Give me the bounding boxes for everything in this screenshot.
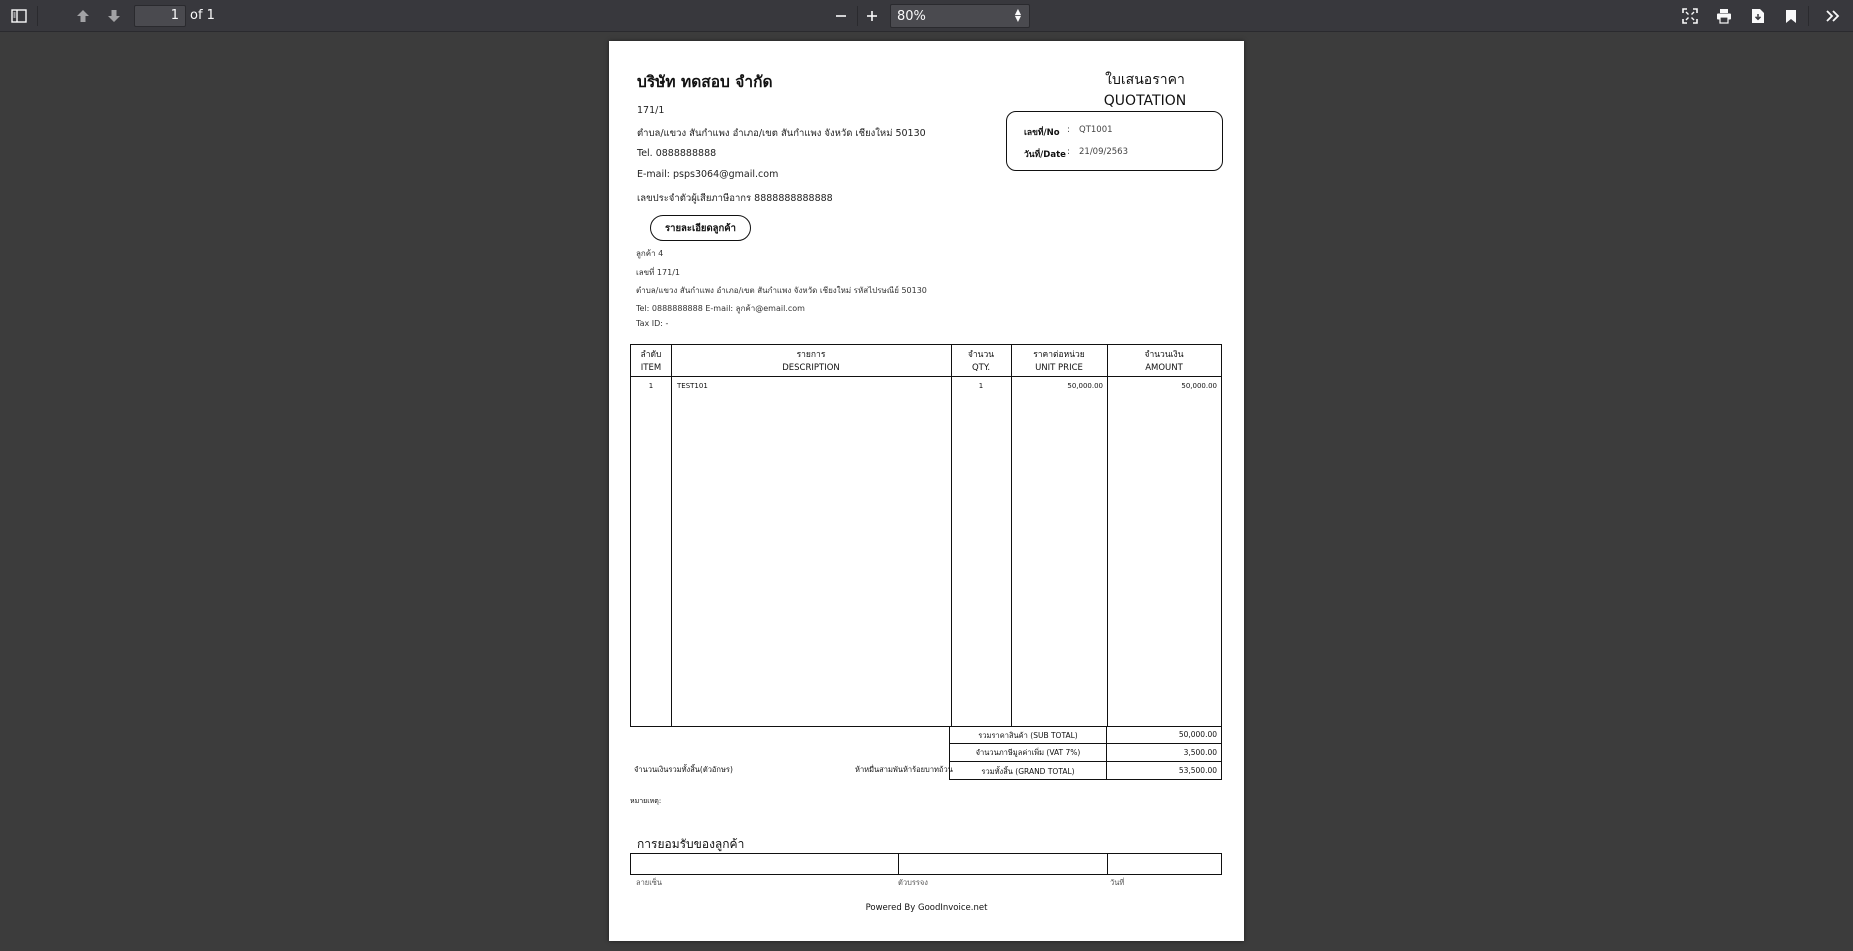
customer-contact: Tel: 0888888888 E-mail: ลูกค้า@email.com	[636, 304, 805, 313]
print-icon[interactable]	[1712, 4, 1736, 28]
document-title-en: QUOTATION	[1103, 93, 1187, 109]
grand-total-label: รวมทั้งสิ้น (GRAND TOTAL)	[981, 767, 1075, 776]
row-description: TEST101	[677, 382, 708, 390]
page-count-label: of 1	[190, 8, 215, 23]
acceptance-divider	[1107, 854, 1108, 874]
doc-date-label: วันที่/Date	[1024, 150, 1066, 160]
company-name: บริษัท ทดสอบ จำกัด	[637, 73, 773, 91]
customer-name: ลูกค้า 4	[636, 249, 664, 258]
company-tax-id: เลขประจำตัวผู้เสียภาษีอากร 8888888888888	[637, 193, 833, 204]
column-divider	[951, 345, 952, 726]
subtotal-label: รวมราคาสินค้า (SUB TOTAL)	[978, 731, 1078, 740]
totals-box	[949, 726, 1222, 780]
header-unit-price-th: ราคาต่อหน่วย	[1033, 350, 1085, 360]
customer-details-badge: รายละเอียดลูกค้า	[650, 215, 751, 241]
header-description-th: รายการ	[796, 350, 826, 360]
zoom-out-icon[interactable]	[829, 4, 853, 28]
doc-no-label: เลขที่/No	[1024, 128, 1060, 138]
remark-label: หมายเหตุ:	[630, 797, 662, 805]
sidebar-toggle-icon[interactable]	[7, 4, 31, 28]
company-address-2: ตำบล/แขวง สันกำแพง อำเภอ/เขต สันกำแพง จังหวัด เชียงใหม่ 50130	[637, 128, 926, 139]
acceptance-divider	[898, 854, 899, 874]
customer-address-1: เลขที่ 171/1	[636, 268, 680, 277]
download-icon[interactable]	[1746, 4, 1770, 28]
row-qty: 1	[978, 382, 984, 390]
toolbar-separator	[1808, 6, 1809, 26]
previous-page-icon[interactable]	[71, 4, 95, 28]
toolbar-separator	[37, 6, 38, 26]
doc-no-colon: :	[1067, 125, 1070, 135]
header-unit-price-en: UNIT PRICE	[1035, 363, 1083, 373]
column-divider	[671, 345, 672, 726]
tools-icon[interactable]	[1821, 4, 1845, 28]
zoom-value: 80%	[897, 9, 926, 24]
header-amount-th: จำนวนเงิน	[1144, 350, 1184, 360]
customer-tax-id: Tax ID: -	[636, 319, 669, 328]
grand-total-value: 53,500.00	[1178, 766, 1217, 775]
doc-date-value: 21/09/2563	[1079, 147, 1128, 157]
company-email: E-mail: psps3064@gmail.com	[637, 169, 779, 180]
doc-date-colon: :	[1067, 147, 1070, 157]
totals-row-divider	[950, 761, 1221, 762]
date-label: วันที่	[1110, 878, 1125, 887]
presentation-mode-icon[interactable]	[1678, 4, 1702, 28]
header-divider	[631, 376, 1221, 377]
amount-in-words-value: ห้าหมื่นสามพันห้าร้อยบาทถ้วน	[855, 765, 953, 774]
select-arrows-icon: ▲ ▼	[1014, 7, 1021, 23]
document-title-th: ใบเสนอราคา	[1105, 72, 1185, 88]
customer-address-2: ตำบล/แขวง สันกำแพง อำเภอ/เขต สันกำแพง จังหวัด เชียงใหม่ รหัสไปรษณีย์ 50130	[636, 286, 927, 295]
header-description-en: DESCRIPTION	[782, 363, 840, 373]
next-page-icon[interactable]	[102, 4, 126, 28]
signature-label: ลายเซ็น	[636, 878, 662, 887]
doc-no-value: QT1001	[1079, 125, 1113, 135]
vat-value: 3,500.00	[1183, 748, 1217, 757]
pdf-toolbar	[0, 0, 1853, 32]
company-tel: Tel. 0888888888	[637, 148, 717, 159]
vat-label: จำนวนภาษีมูลค่าเพิ่ม (VAT 7%)	[975, 748, 1081, 757]
row-item: 1	[648, 382, 654, 390]
zoom-in-icon[interactable]	[860, 4, 884, 28]
items-table	[630, 344, 1222, 727]
toolbar-separator	[857, 6, 858, 26]
amount-in-words-label: จำนวนเงินรวมทั้งสิ้น(ตัวอักษร)	[634, 765, 733, 774]
bookmark-icon[interactable]	[1779, 4, 1803, 28]
acceptance-title: การยอมรับของลูกค้า	[637, 837, 745, 851]
document-info-box	[1006, 111, 1223, 171]
footer-powered-by: Powered By GoodInvoice.net	[865, 903, 988, 913]
page-number-input[interactable]: 1	[134, 5, 186, 27]
printed-name-label: ตัวบรรจง	[898, 878, 928, 887]
column-divider	[1107, 345, 1108, 726]
header-qty-en: QTY.	[971, 363, 991, 373]
header-qty-th: จำนวน	[967, 350, 995, 360]
subtotal-value: 50,000.00	[1178, 730, 1217, 739]
acceptance-box	[630, 853, 1222, 875]
header-item-en: ITEM	[640, 363, 662, 373]
column-divider	[1011, 345, 1012, 726]
row-amount: 50,000.00	[1181, 382, 1217, 390]
zoom-select[interactable]	[890, 4, 1030, 28]
totals-row-divider	[950, 743, 1221, 744]
header-item-th: ลำดับ	[640, 350, 662, 360]
company-address-1: 171/1	[637, 105, 665, 116]
row-unit-price: 50,000.00	[1067, 382, 1103, 390]
pdf-page	[609, 41, 1244, 941]
header-amount-en: AMOUNT	[1145, 363, 1183, 373]
